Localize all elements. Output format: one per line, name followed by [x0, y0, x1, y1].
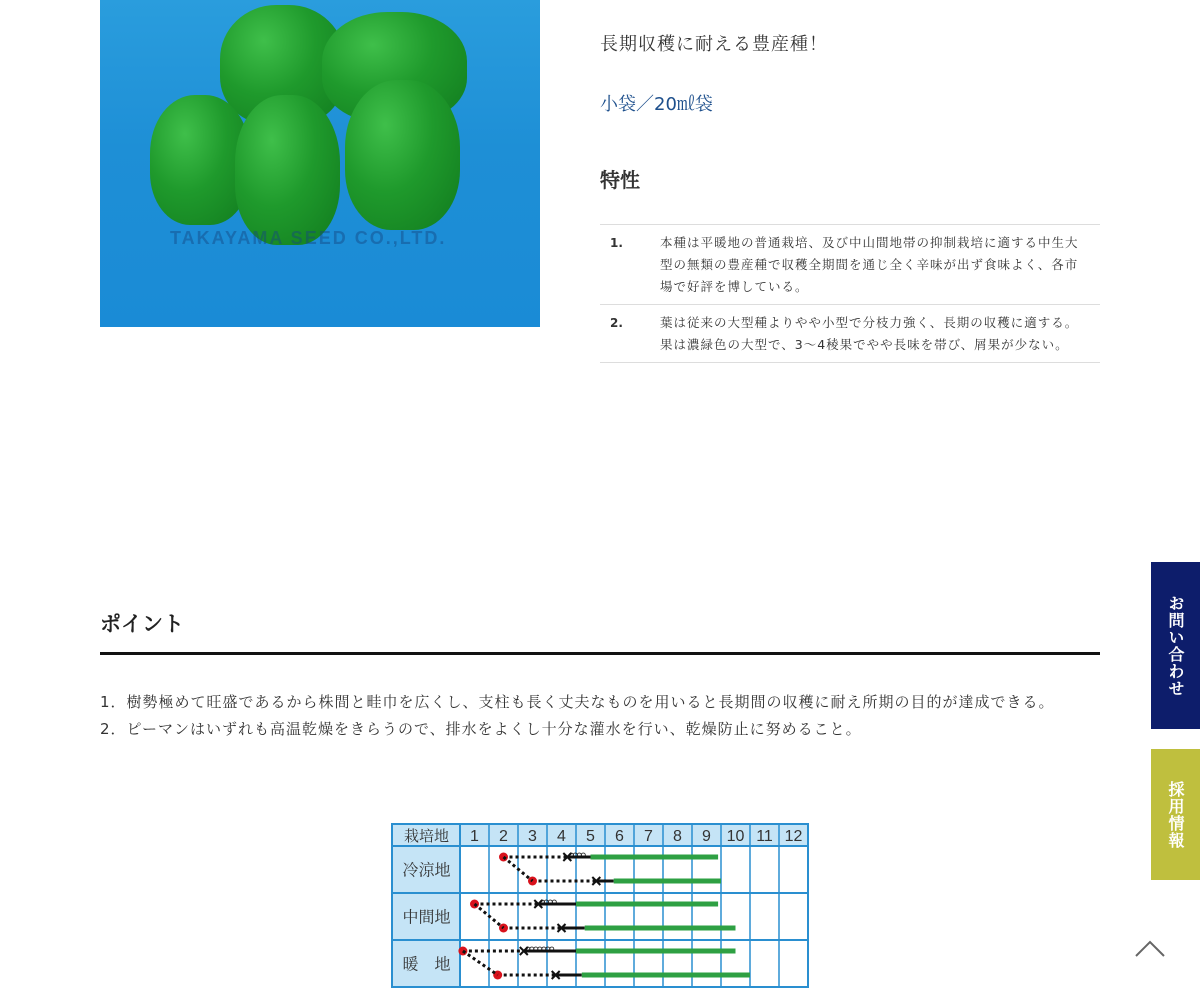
product-photo — [100, 0, 540, 327]
feature-number: 2. — [610, 316, 623, 330]
cultivation-chart-svg — [393, 825, 807, 986]
svg-text:8: 8 — [673, 828, 682, 845]
point-item: 2．ピーマンはいずれも高温乾燥をきらうので、排水をよくし十分な灌水を行い、乾燥防止に努めること。 — [100, 720, 862, 738]
svg-text:2: 2 — [499, 828, 508, 845]
package-size: 小袋／20㎖袋 — [600, 94, 713, 115]
svg-text:10: 10 — [726, 828, 745, 845]
feature-text: 本種は平暖地の普通栽培、及び中山間地帯の抑制栽培に適する中生大型の無類の豊産種で収穫全期間を通じ全く辛味が出ず食味よく、各市場で好評を博している。 — [660, 235, 1079, 294]
svg-text:9: 9 — [702, 828, 711, 845]
svg-text:3: 3 — [528, 828, 537, 845]
catchcopy: 長期収穫に耐える豊産種！ — [600, 34, 828, 55]
svg-text:栽培地: 栽培地 — [403, 827, 450, 845]
features-title: 特性 — [600, 168, 640, 192]
contact-button[interactable] — [1151, 562, 1200, 729]
back-to-top-button[interactable] — [1130, 932, 1170, 962]
points-title: ポイント — [100, 612, 184, 636]
image-watermark: TAKAYAMA SEED CO.,LTD. — [170, 228, 447, 248]
svg-text:暖 地: 暖 地 — [402, 954, 451, 974]
feature-item — [600, 305, 1100, 363]
svg-text:中間地: 中間地 — [402, 907, 451, 927]
points-divider — [100, 652, 1100, 655]
feature-text: 葉は従来の大型種よりやや小型で分枝力強く、長期の収穫に適する。果は濃緑色の大型で、3〜4稜果でやや長味を帯び、屑果が少ない。 — [660, 315, 1079, 352]
svg-text:12: 12 — [784, 828, 803, 845]
contact-label: お問い合わせ — [1166, 594, 1185, 697]
svg-text:7: 7 — [644, 828, 653, 845]
points-body — [100, 689, 1100, 743]
recruit-button[interactable] — [1151, 749, 1200, 880]
cultivation-chart — [391, 823, 809, 988]
recruit-label: 採用情報 — [1166, 780, 1185, 849]
chevron-up-icon — [1130, 932, 1170, 962]
svg-text:6: 6 — [615, 828, 624, 845]
svg-text:4: 4 — [557, 828, 566, 845]
svg-text:11: 11 — [756, 828, 773, 845]
feature-item — [600, 225, 1100, 305]
point-item: 1．樹勢極めて旺盛であるから株間と畦巾を広くし、支柱も長く丈夫なものを用いると長期間の収穫に耐え所期の目的が達成できる。 — [100, 693, 1055, 711]
svg-text:5: 5 — [586, 828, 595, 845]
svg-text:冷涼地: 冷涼地 — [402, 860, 451, 880]
feature-number: 1. — [610, 236, 623, 250]
features-list — [600, 224, 1100, 363]
svg-text:1: 1 — [470, 828, 479, 845]
